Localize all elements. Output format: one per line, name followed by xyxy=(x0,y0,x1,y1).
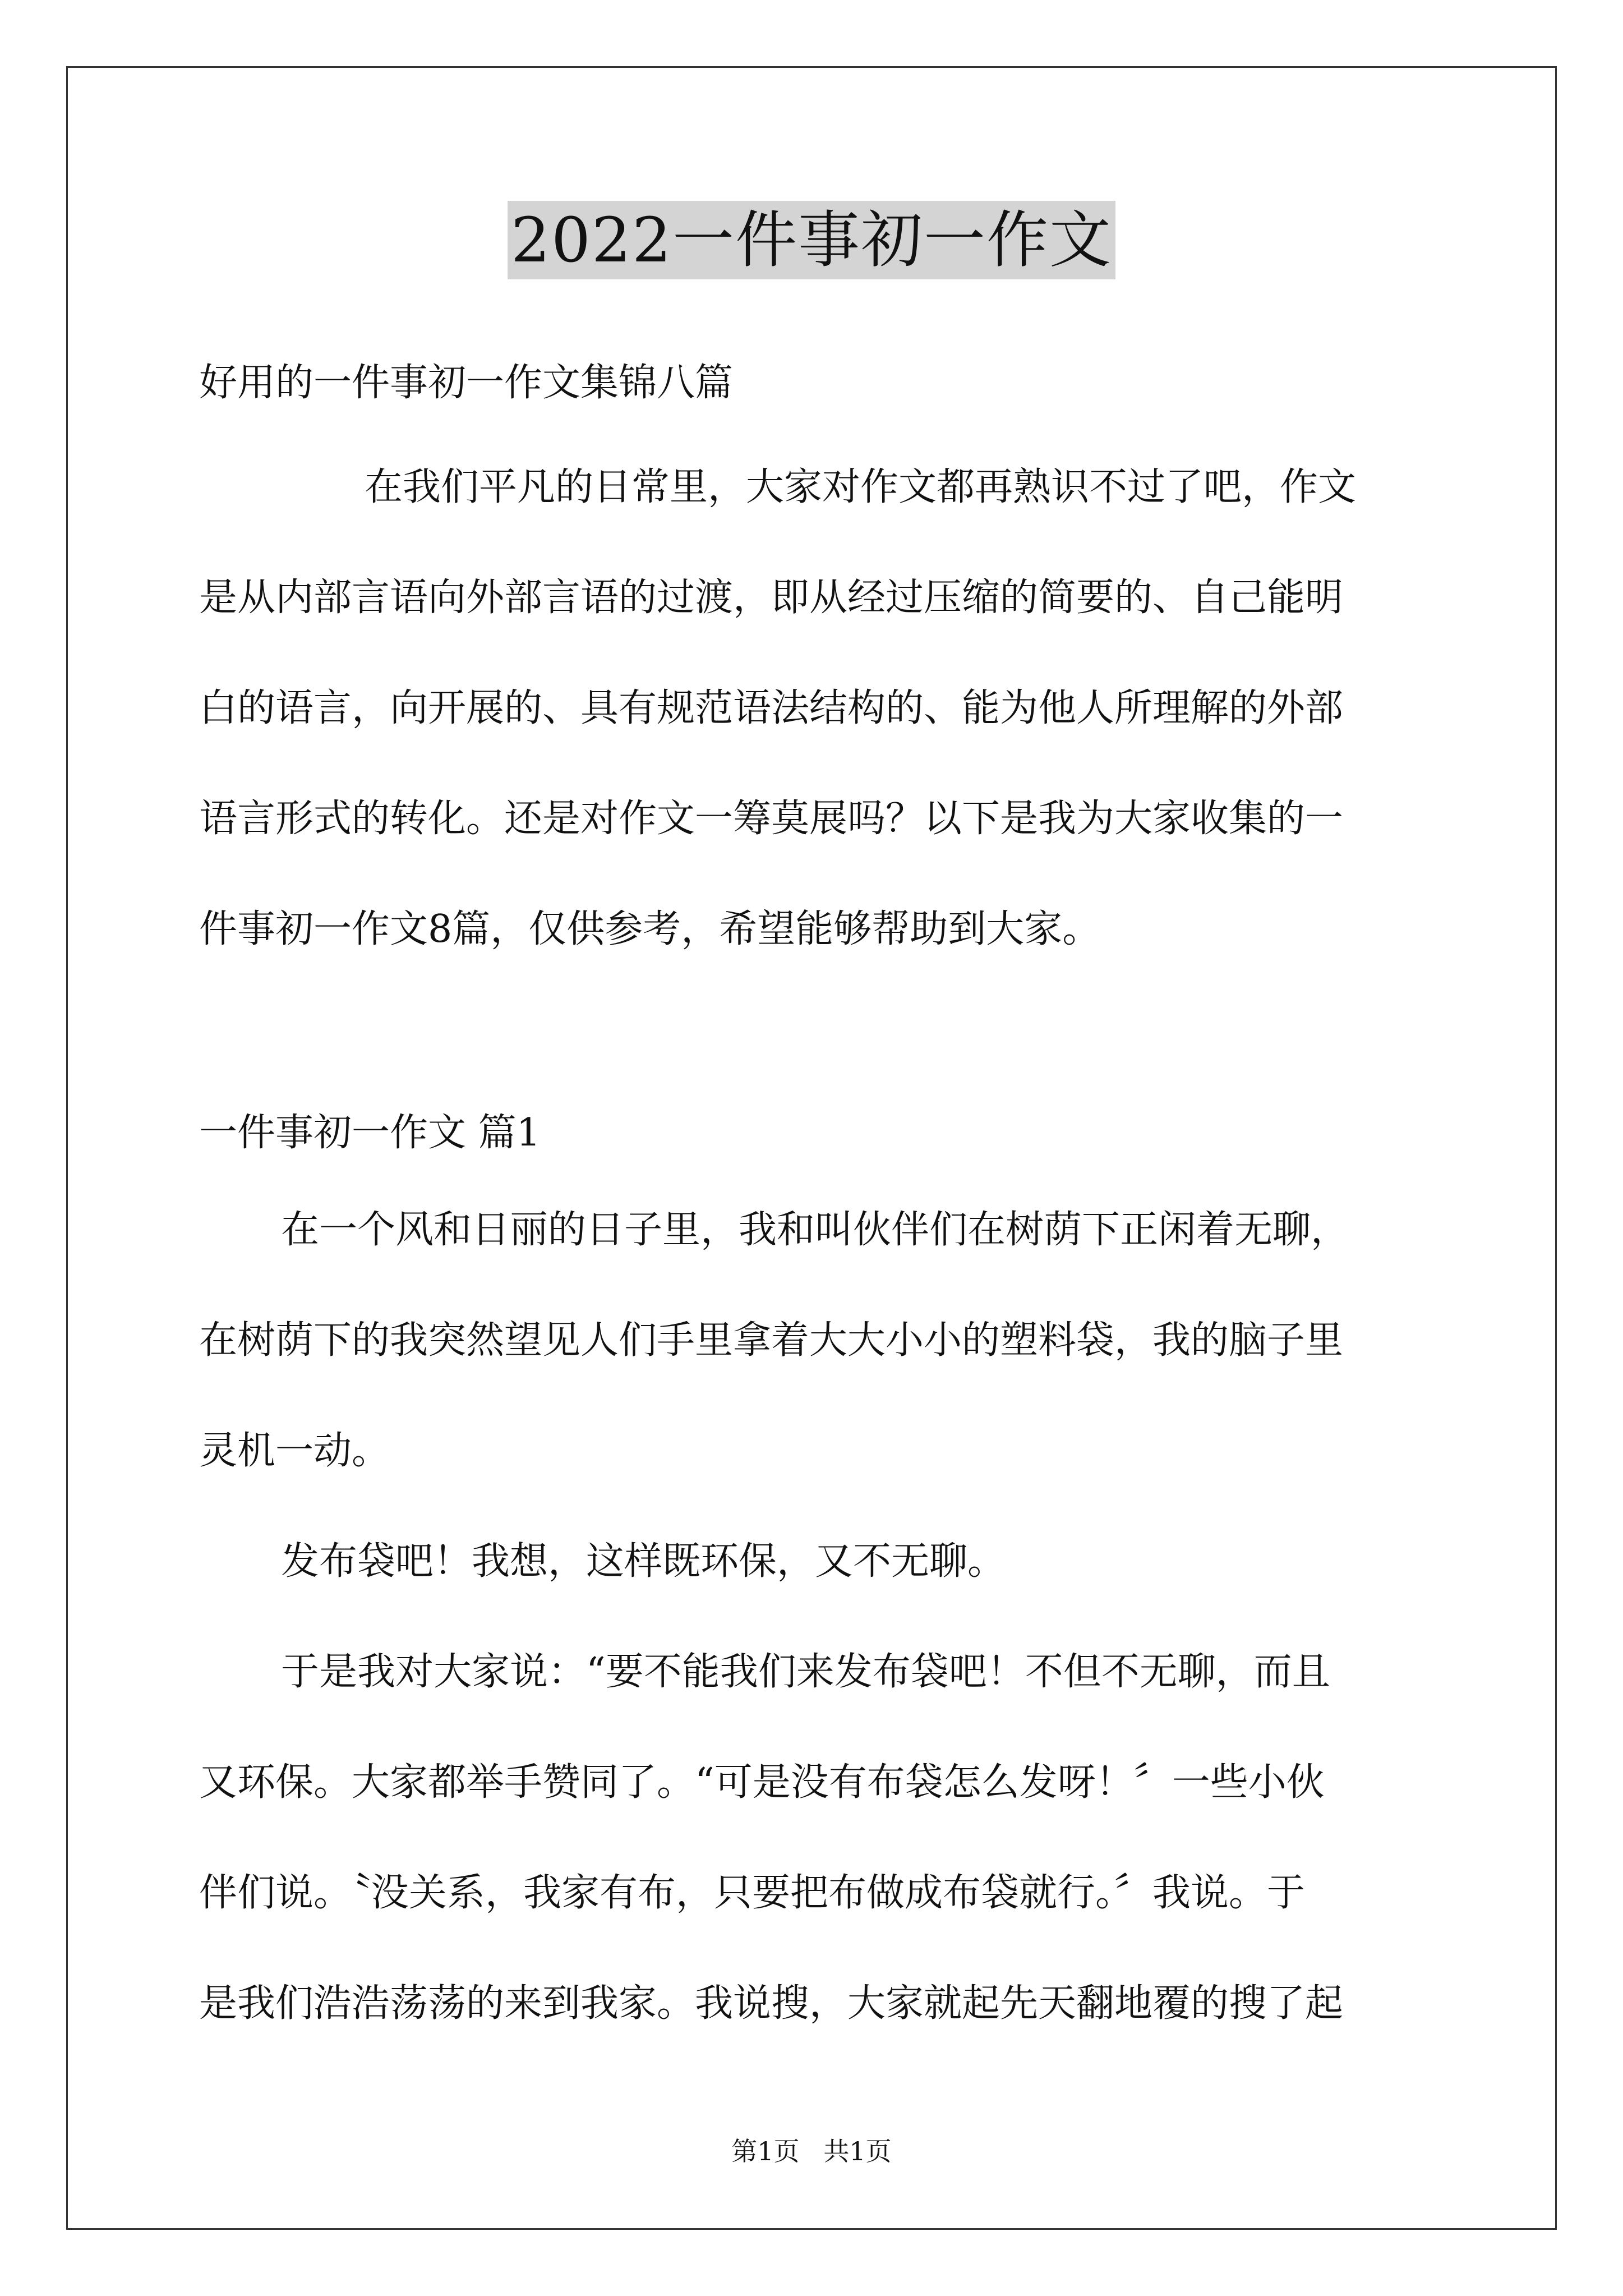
body-line: 是我们浩浩荡荡的来到我家。我说搜，大家就起先天翻地覆的搜了起 xyxy=(199,1981,1344,2026)
intro-line: 是从内部言语向外部言语的过渡，即从经过压缩的简要的、自己能明 xyxy=(199,576,1344,620)
page-total: 共1页 xyxy=(823,2136,892,2166)
section-heading: 一件事初一作文 篇1 xyxy=(199,1111,541,1155)
body-line: 伴们说。〝没关系，我家有布，只要把布做成布袋就行。〞我说。于 xyxy=(199,1871,1306,1915)
body-line: 发布袋吧！我想，这样既环保，又不无聊。 xyxy=(281,1539,1006,1584)
body-line: 于是我对大家说：“要不能我们来发布袋吧！不但不无聊，而且 xyxy=(281,1650,1330,1694)
body-paragraph-3 xyxy=(199,1617,1427,2059)
body-line: 灵机一动。 xyxy=(199,1429,390,1473)
intro-line: 在我们平凡的日常里，大家对作文都再熟识不过了吧，作文 xyxy=(365,465,1357,509)
page-footer xyxy=(0,2134,1623,2168)
intro-line: 件事初一作文8篇，仅供参考，希望能够帮助到大家。 xyxy=(199,907,1101,951)
body-paragraph-2 xyxy=(199,1506,1427,1617)
page-number: 第1页 xyxy=(731,2136,800,2166)
body-paragraph-1 xyxy=(199,1175,1427,1506)
intro-line: 语言形式的转化。还是对作文一筹莫展吗？以下是我为大家收集的一 xyxy=(199,797,1344,841)
document-subtitle: 好用的一件事初一作文集锦八篇 xyxy=(199,361,734,405)
body-line: 在树荫下的我突然望见人们手里拿着大大小小的塑料袋，我的脑子里 xyxy=(199,1318,1344,1363)
body-line: 在一个风和日丽的日子里，我和叫伙伴们在树荫下正闲着无聊， xyxy=(281,1208,1349,1252)
title-container xyxy=(0,201,1623,279)
intro-line: 白的语言，向开展的、具有规范语法结构的、能为他人所理解的外部 xyxy=(199,686,1344,730)
body-line: 又环保。大家都举手赞同了。“可是没有布袋怎么发呀！〞一些小伙 xyxy=(199,1760,1325,1805)
document-title: 2022一件事初一作文 xyxy=(508,201,1115,279)
intro-paragraph xyxy=(199,432,1427,984)
